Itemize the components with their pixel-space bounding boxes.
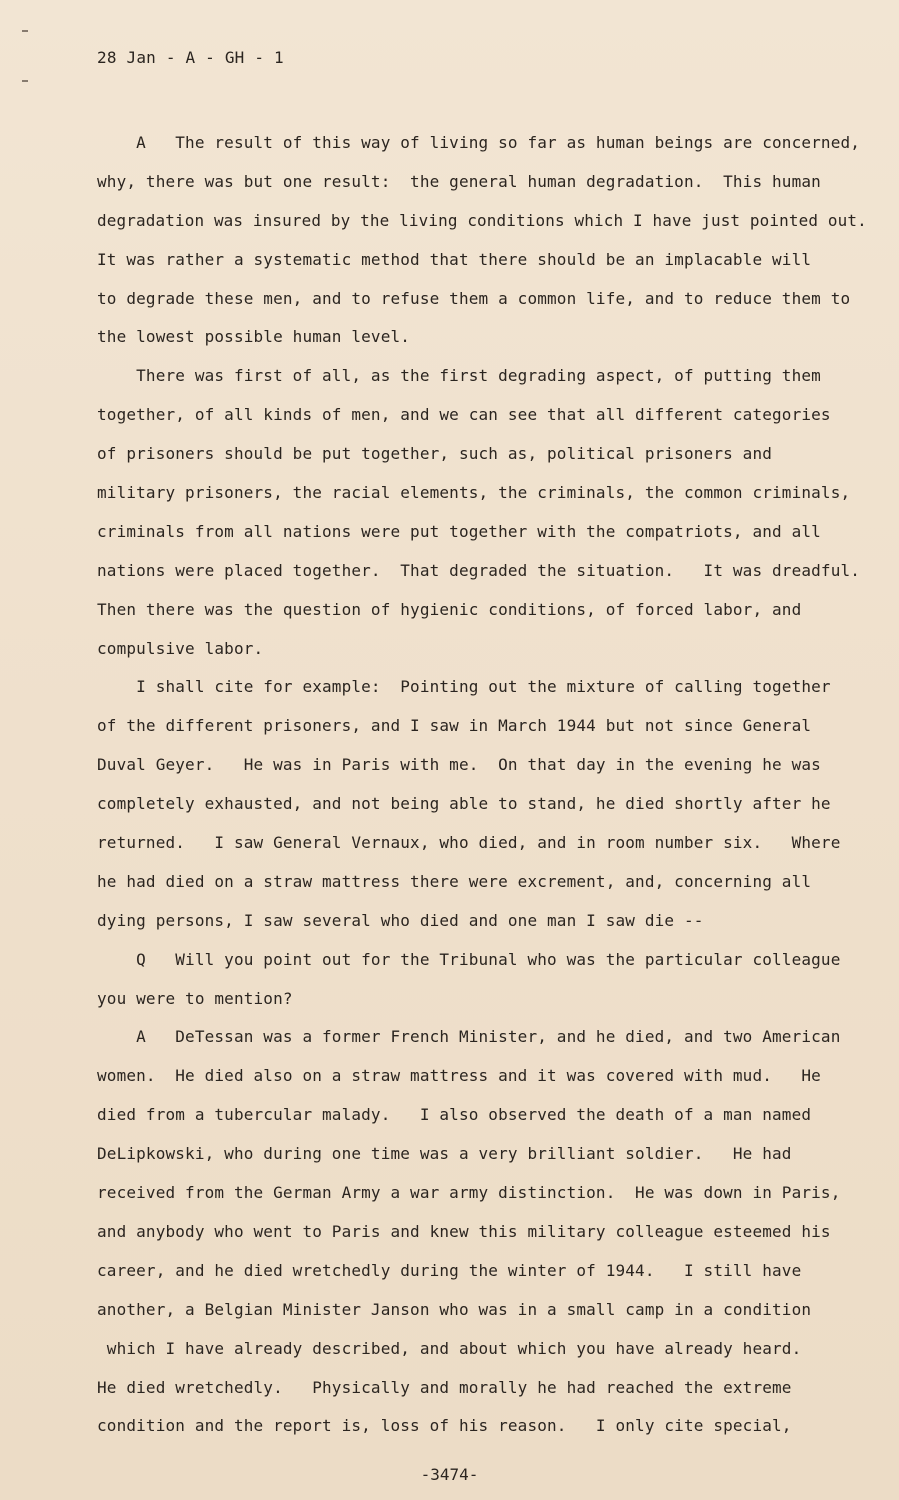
text-line: you were to mention?	[97, 988, 293, 1008]
document-header: 28 Jan - A - GH - 1	[97, 48, 284, 67]
text-line: to degrade these men, and to refuse them a common life, and to reduce them to	[97, 288, 851, 308]
transcript-body	[97, 124, 867, 1446]
text-line: career, and he died wretchedly during the winter of 1944. I still have	[97, 1260, 802, 1280]
margin-mark	[22, 30, 28, 32]
text-line: together, of all kinds of men, and we can see that all different categories	[97, 405, 831, 425]
text-line: and anybody who went to Paris and knew this military colleague esteemed his	[97, 1221, 831, 1241]
text-line: Then there was the question of hygienic conditions, of forced labor, and	[97, 599, 802, 619]
text-line: the lowest possible human level.	[97, 327, 411, 347]
text-line: of prisoners should be put together, such as, political prisoners and	[97, 444, 773, 464]
text-line: Duval Geyer. He was in Paris with me. On that day in the evening he was	[97, 755, 821, 775]
text-line: I shall cite for example: Pointing out the mixture of calling together	[97, 677, 831, 697]
text-line: he had died on a straw mattress there were excrement, and, concerning all	[97, 871, 812, 891]
text-line: of the different prisoners, and I saw in March 1944 but not since General	[97, 716, 812, 736]
text-line: dying persons, I saw several who died and one man I saw die --	[97, 910, 704, 930]
text-line: another, a Belgian Minister Janson who was in a small camp in a condition	[97, 1299, 812, 1319]
text-line: DeLipkowski, who during one time was a very brilliant soldier. He had	[97, 1144, 792, 1164]
text-line: why, there was but one result: the general human degradation. This human	[97, 171, 821, 191]
page-number: -3474-	[420, 1465, 479, 1484]
text-line: women. He died also on a straw mattress and it was covered with mud. He	[97, 1066, 821, 1086]
text-line: criminals from all nations were put together with the compatriots, and all	[97, 521, 821, 541]
margin-mark	[22, 80, 28, 82]
text-line: nations were placed together. That degraded the situation. It was dreadful.	[97, 560, 861, 580]
text-line: He died wretchedly. Physically and morally he had reached the extreme	[97, 1377, 792, 1397]
text-line: which I have already described, and about which you have already heard.	[97, 1338, 802, 1358]
text-line: military prisoners, the racial elements, the criminals, the common criminals,	[97, 483, 851, 503]
text-line: completely exhausted, and not being able to stand, he died shortly after he	[97, 794, 831, 814]
text-line: It was rather a systematic method that there should be an implacable will	[97, 249, 812, 269]
text-line: condition and the report is, loss of his reason. I only cite special,	[97, 1416, 792, 1436]
text-line: died from a tubercular malady. I also observed the death of a man named	[97, 1105, 812, 1125]
text-line: degradation was insured by the living conditions which I have just pointed out.	[97, 210, 867, 230]
text-line: A The result of this way of living so far as human beings are concerned,	[97, 133, 861, 152]
text-line: returned. I saw General Vernaux, who died, and in room number six. Where	[97, 833, 841, 853]
text-line: compulsive labor.	[97, 638, 264, 658]
text-line: A DeTessan was a former French Minister, and he died, and two American	[97, 1027, 841, 1047]
text-line: received from the German Army a war army distinction. He was down in Paris,	[97, 1183, 841, 1203]
text-line: There was first of all, as the first degrading aspect, of putting them	[97, 366, 821, 386]
text-line: Q Will you point out for the Tribunal who was the particular colleague	[97, 949, 841, 969]
